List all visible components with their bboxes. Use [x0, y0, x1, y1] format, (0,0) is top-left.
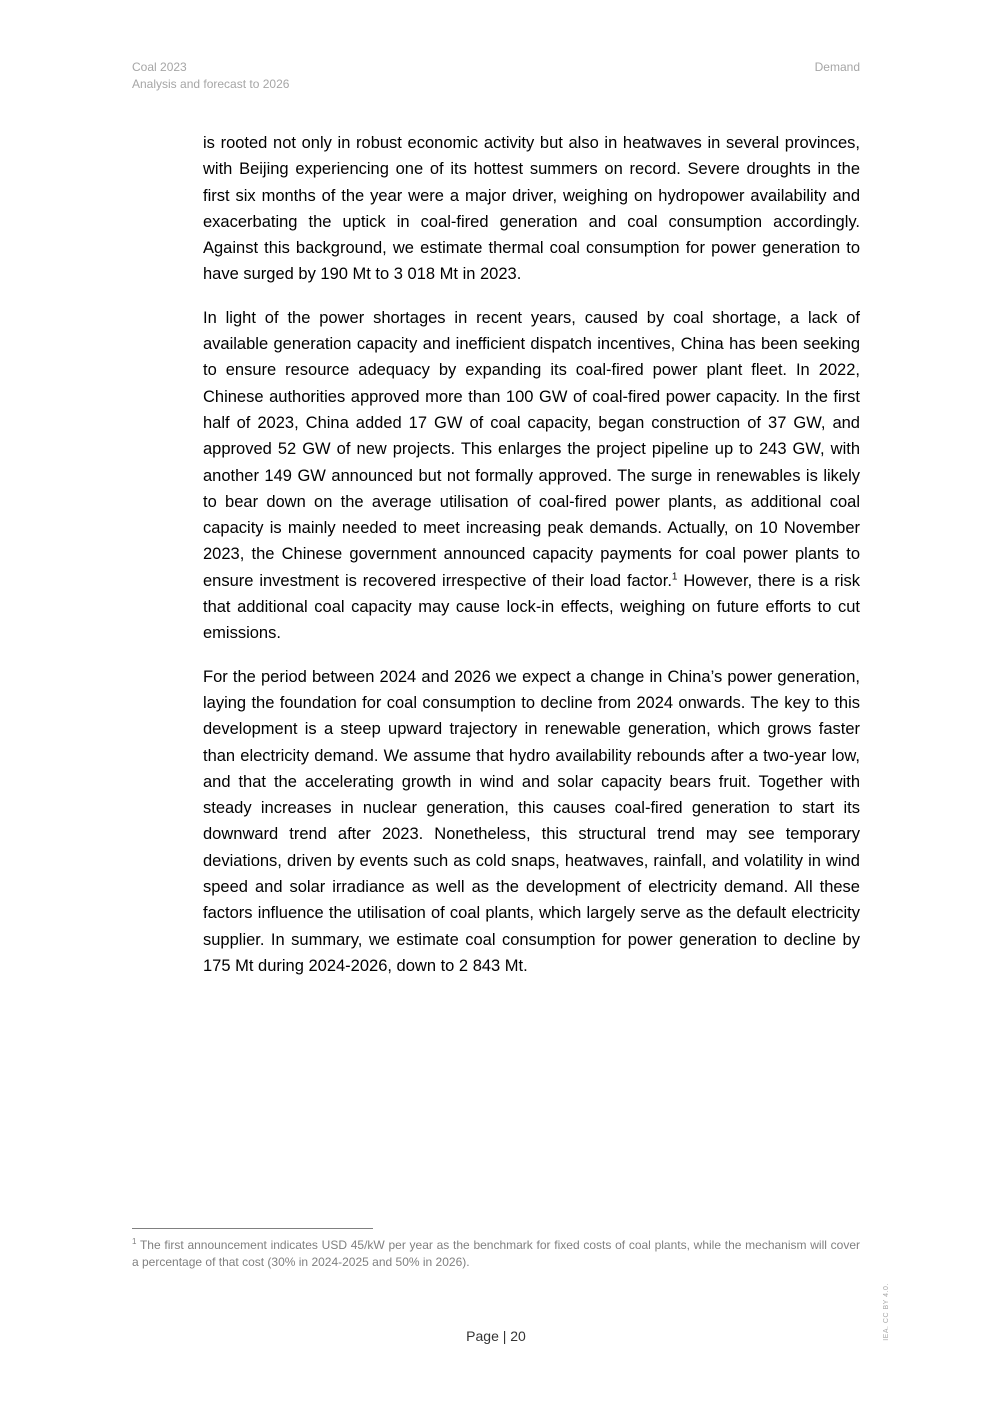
- footnote-divider: [132, 1228, 373, 1229]
- report-title: Coal 2023: [132, 60, 187, 74]
- license-notice: IEA. CC BY 4.0.: [883, 1283, 890, 1341]
- footnote-marker: 1: [132, 1237, 137, 1246]
- body-text: [203, 130, 860, 996]
- page-number: Page | 20: [466, 1328, 526, 1344]
- paragraph: For the period between 2024 and 2026 we expect a change in China’s power generation, laying the foundation for coal consumption to decline from 2024 onwards. The key to this development is a steep upward trajectory in renewable generation, which grows faster than electricity demand. We assume that hydro availability rebounds after a two-year low, and that the accelerating growth in wind and solar capacity bears fruit. Together with steady increases in nuclear generation, this causes coal-fired generation to start its downward trend after 2023. Nonetheless, this structural trend may see temporary deviations, driven by events such as cold snaps, heatwaves, rainfall, and volatility in wind speed and solar irradiance as well as the development of electricity demand. All these factors influence the utilisation of coal plants, which largely serve as the default electricity supplier. In summary, we estimate coal consumption for power generation to decline by 175 Mt during 2024-2026, down to 2 843 Mt.: [203, 667, 860, 975]
- paragraph-text: In light of the power shortages in recent years, caused by coal shortage, a lack of available generation capacity and inefficient dispatch incentives, China has been seeking to ensure resource adequacy by expanding its coal-fired power plant fleet. In 2022, Chinese authorities approved more than 100 GW of coal-fired power capacity. In the first half of 2023, China added 17 GW of coal capacity, began construction of 37 GW, and approved 52 GW of new projects. This enlarges the project pipeline up to 243 GW, with another 149 GW announced but not formally approved. The surge in renewables is likely to bear down on the average utilisation of coal-fired power plants, as additional coal capacity is mainly needed to meet increasing peak demands. Actually, on 10 November 2023, the Chinese government announced capacity payments for coal power plants to ensure investment is recovered irrespective of their load factor.: [203, 308, 860, 590]
- paragraph: [203, 305, 860, 647]
- paragraph: is rooted not only in robust economic activity but also in heatwaves in several provinces, with Beijing experiencing one of its hottest summers on record. Severe droughts in the first six months of the year were a major driver, weighing on hydropower availability and exacerbating the uptick in coal-fired generation and coal consumption accordingly. Against this background, we estimate thermal coal consumption for power generation to have surged by 190 Mt to 3 018 Mt in 2023.: [203, 134, 860, 284]
- section-title: Demand: [814, 60, 860, 74]
- paragraph-text-tail: However, there is a risk that additional coal capacity may cause lock-in effects, weighing on future efforts to cut emissions.: [203, 571, 860, 643]
- footnote-reference[interactable]: 1: [671, 571, 678, 583]
- footnote: [132, 1237, 860, 1271]
- footnote-text: The first announcement indicates USD 45/kW per year as the benchmark for fixed costs of coal plants, while the mechanism will cover a percentage of that cost (30% in 2024-2025 and 50% in 2026).: [132, 1238, 860, 1269]
- running-header-left: [132, 59, 289, 93]
- report-subtitle: Analysis and forecast to 2026: [132, 77, 290, 91]
